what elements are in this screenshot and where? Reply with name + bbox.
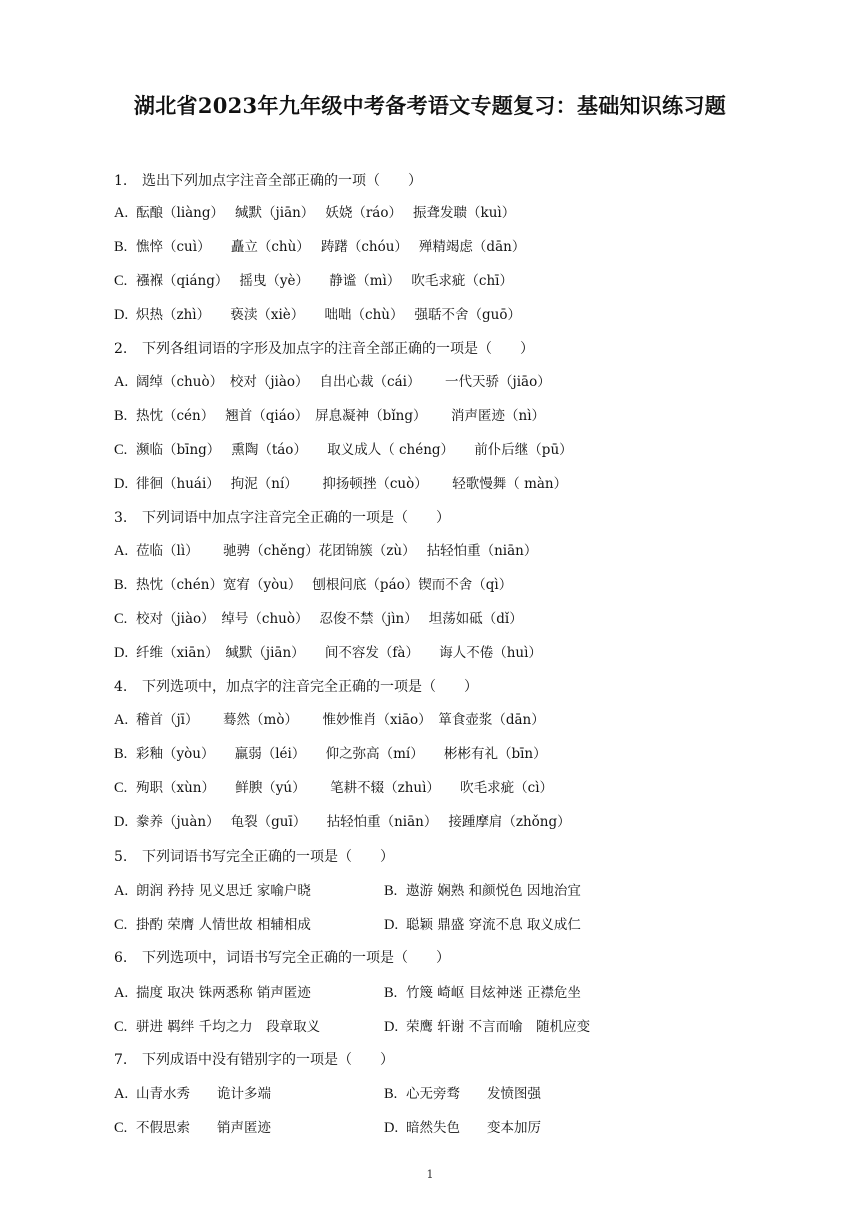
question-5-option-c [114, 913, 311, 934]
option-letter: A. [114, 374, 129, 390]
question-5-option-d [384, 913, 581, 934]
question-6-stem [114, 947, 450, 967]
question-5-option-b [384, 879, 581, 900]
option-text: 濒临（bīng） 熏陶（táo） 取义成人（ chéng） 前仆后继（pū） [136, 442, 573, 458]
question-3-option-d [114, 641, 542, 662]
option-text: 骈进 羁绊 千均之力 段章取义 [136, 1019, 321, 1035]
question-2-option-b [114, 404, 545, 425]
question-text: 下列词语中加点字注音完全正确的一项是（ ） [142, 510, 450, 526]
question-text: 下列各组词语的字形及加点字的注音全部正确的一项是（ ） [142, 341, 534, 357]
option-text: 憔悴（cuì） 矗立（chù） 踌躇（chóu） 殚精竭虑（dān） [136, 239, 526, 255]
question-text: 下列选项中，加点字的注音完全正确的一项是（ ） [142, 679, 478, 695]
option-letter: B. [114, 408, 128, 424]
question-text: 下列选项中，词语书写完全正确的一项是（ ） [142, 950, 450, 966]
option-letter: A. [114, 883, 129, 899]
option-letter: D. [114, 476, 129, 492]
option-text: 聪颖 鼎盛 穿流不息 取义成仁 [406, 917, 581, 933]
option-letter: A. [114, 543, 129, 559]
question-text: 选出下列加点字注音全部正确的一项（ ） [142, 173, 422, 189]
question-1-option-d [114, 303, 521, 324]
question-4-option-c [114, 776, 553, 797]
option-letter: C. [114, 611, 128, 627]
option-letter: D. [384, 917, 399, 933]
question-text: 下列词语书写完全正确的一项是（ ） [142, 849, 394, 865]
option-text: 遨游 娴熟 和颜悦色 因地治宜 [406, 883, 581, 899]
question-6-option-c [114, 1015, 320, 1036]
option-text: 荣鹰 轩谢 不言而喻 随机应变 [406, 1019, 591, 1035]
question-3-option-b [114, 573, 512, 594]
option-letter: D. [384, 1120, 399, 1136]
option-letter: C. [114, 917, 128, 933]
question-2-option-a [114, 370, 551, 391]
question-text: 下列成语中没有错别字的一项是（ ） [142, 1052, 394, 1068]
question-5-stem [114, 846, 394, 866]
question-number: 7. [114, 1052, 128, 1068]
option-text: 炽热（zhì） 亵渎（xiè） 咄咄（chù） 强聒不舍（guō） [136, 307, 521, 323]
question-2-option-d [114, 472, 567, 493]
question-7-option-b [384, 1082, 541, 1103]
option-letter: B. [114, 239, 128, 255]
option-text: 掛酌 荣膺 人情世故 相辅相成 [136, 917, 311, 933]
option-letter: A. [114, 1086, 129, 1102]
question-5-option-a [114, 879, 311, 900]
option-letter: C. [114, 273, 128, 289]
option-text: 心无旁骛 发愤图强 [406, 1086, 541, 1102]
option-letter: D. [114, 645, 129, 661]
question-number: 4. [114, 679, 128, 695]
option-text: 纤维（xiān） 缄默（jiān） 间不容发（fà） 诲人不倦（huì） [136, 645, 542, 661]
option-letter: A. [114, 985, 129, 1001]
question-4-option-d [114, 810, 571, 831]
option-letter: A. [114, 205, 129, 221]
question-1-stem [114, 170, 422, 190]
option-letter: B. [384, 883, 398, 899]
option-text: 莅临（lì） 驰骋（chěng）花团锦簇（zù） 拈轻怕重（niān） [136, 543, 538, 559]
option-text: 酝酿（liàng） 缄默（jiān） 妖娆（ráo） 振聋发聩（kuì） [136, 205, 516, 221]
question-number: 6. [114, 950, 128, 966]
question-number: 5. [114, 849, 128, 865]
option-text: 暗然失色 变本加厉 [406, 1120, 541, 1136]
question-2-stem [114, 338, 534, 358]
option-text: 校对（jiào） 绰号（chuò） 忍俊不禁（jìn） 坦荡如砥（dǐ） [136, 611, 523, 627]
option-letter: C. [114, 780, 128, 796]
question-6-option-d [384, 1015, 590, 1036]
question-number: 1. [114, 173, 128, 189]
option-letter: C. [114, 1019, 128, 1035]
option-letter: B. [114, 577, 128, 593]
option-text: 徘徊（huái） 拘泥（ní） 抑扬顿挫（cuò） 轻歌慢舞（ màn） [136, 476, 568, 492]
option-letter: A. [114, 712, 129, 728]
option-text: 稽首（jī） 蓦然（mò） 惟妙惟肖（xiāo） 箪食壶浆（dān） [136, 712, 545, 728]
option-text: 襁褓（qiáng） 摇曳（yè） 静谧（mì） 吹毛求疵（chī） [136, 273, 513, 289]
option-letter: D. [384, 1019, 399, 1035]
question-number: 3. [114, 510, 128, 526]
option-letter: B. [114, 746, 128, 762]
option-letter: C. [114, 1120, 128, 1136]
question-1-option-a [114, 201, 515, 222]
page-number: 1 [426, 1168, 434, 1181]
question-7-stem [114, 1049, 394, 1069]
question-3-option-c [114, 607, 523, 628]
question-3-option-a [114, 539, 537, 560]
document-title: 湖北省2023年九年级中考备考语文专题复习：基础知识练习题 [133, 93, 727, 118]
question-4-stem [114, 676, 478, 696]
option-text: 不假思索 销声匿迹 [136, 1120, 271, 1136]
question-7-option-a [114, 1082, 271, 1103]
question-3-stem [114, 507, 450, 527]
question-6-option-b [384, 981, 581, 1002]
question-6-option-a [114, 981, 311, 1002]
question-7-option-c [114, 1116, 271, 1137]
option-text: 朗润 矜持 见义思迁 家喻户晓 [136, 883, 311, 899]
question-1-option-b [114, 235, 525, 256]
option-text: 彩釉（yòu） 羸弱（léi） 仰之弥高（mí） 彬彬有礼（bīn） [136, 746, 547, 762]
option-text: 山青水秀 诡计多端 [136, 1086, 271, 1102]
option-letter: B. [384, 1086, 398, 1102]
question-7-option-d [384, 1116, 541, 1137]
option-text: 竹篾 崎岖 目炫神迷 正襟危坐 [406, 985, 581, 1001]
option-text: 热忱（chén）宽宥（yòu） 刨根问底（páo）锲而不舍（qì） [136, 577, 513, 593]
question-4-option-b [114, 742, 547, 763]
option-letter: D. [114, 307, 129, 323]
option-text: 豢养（juàn） 龟裂（guī） 拈轻怕重（niān） 接踵摩肩（zhǒng） [136, 814, 571, 830]
option-text: 热忱（cén） 翘首（qiáo） 屏息凝神（bǐng） 消声匿迹（nì） [136, 408, 546, 424]
option-letter: C. [114, 442, 128, 458]
question-number: 2. [114, 341, 128, 357]
option-text: 殉职（xùn） 鲜腴（yú） 笔耕不辍（zhuì） 吹毛求疵（cì） [136, 780, 554, 796]
question-4-option-a [114, 708, 545, 729]
question-1-option-c [114, 269, 513, 290]
question-2-option-c [114, 438, 573, 459]
option-text: 阔绰（chuò） 校对（jiào） 自出心裁（cái） 一代天骄（jiāo） [136, 374, 551, 390]
option-letter: D. [114, 814, 129, 830]
option-text: 揣度 取决 铢两悉称 销声匿迹 [136, 985, 311, 1001]
option-letter: B. [384, 985, 398, 1001]
